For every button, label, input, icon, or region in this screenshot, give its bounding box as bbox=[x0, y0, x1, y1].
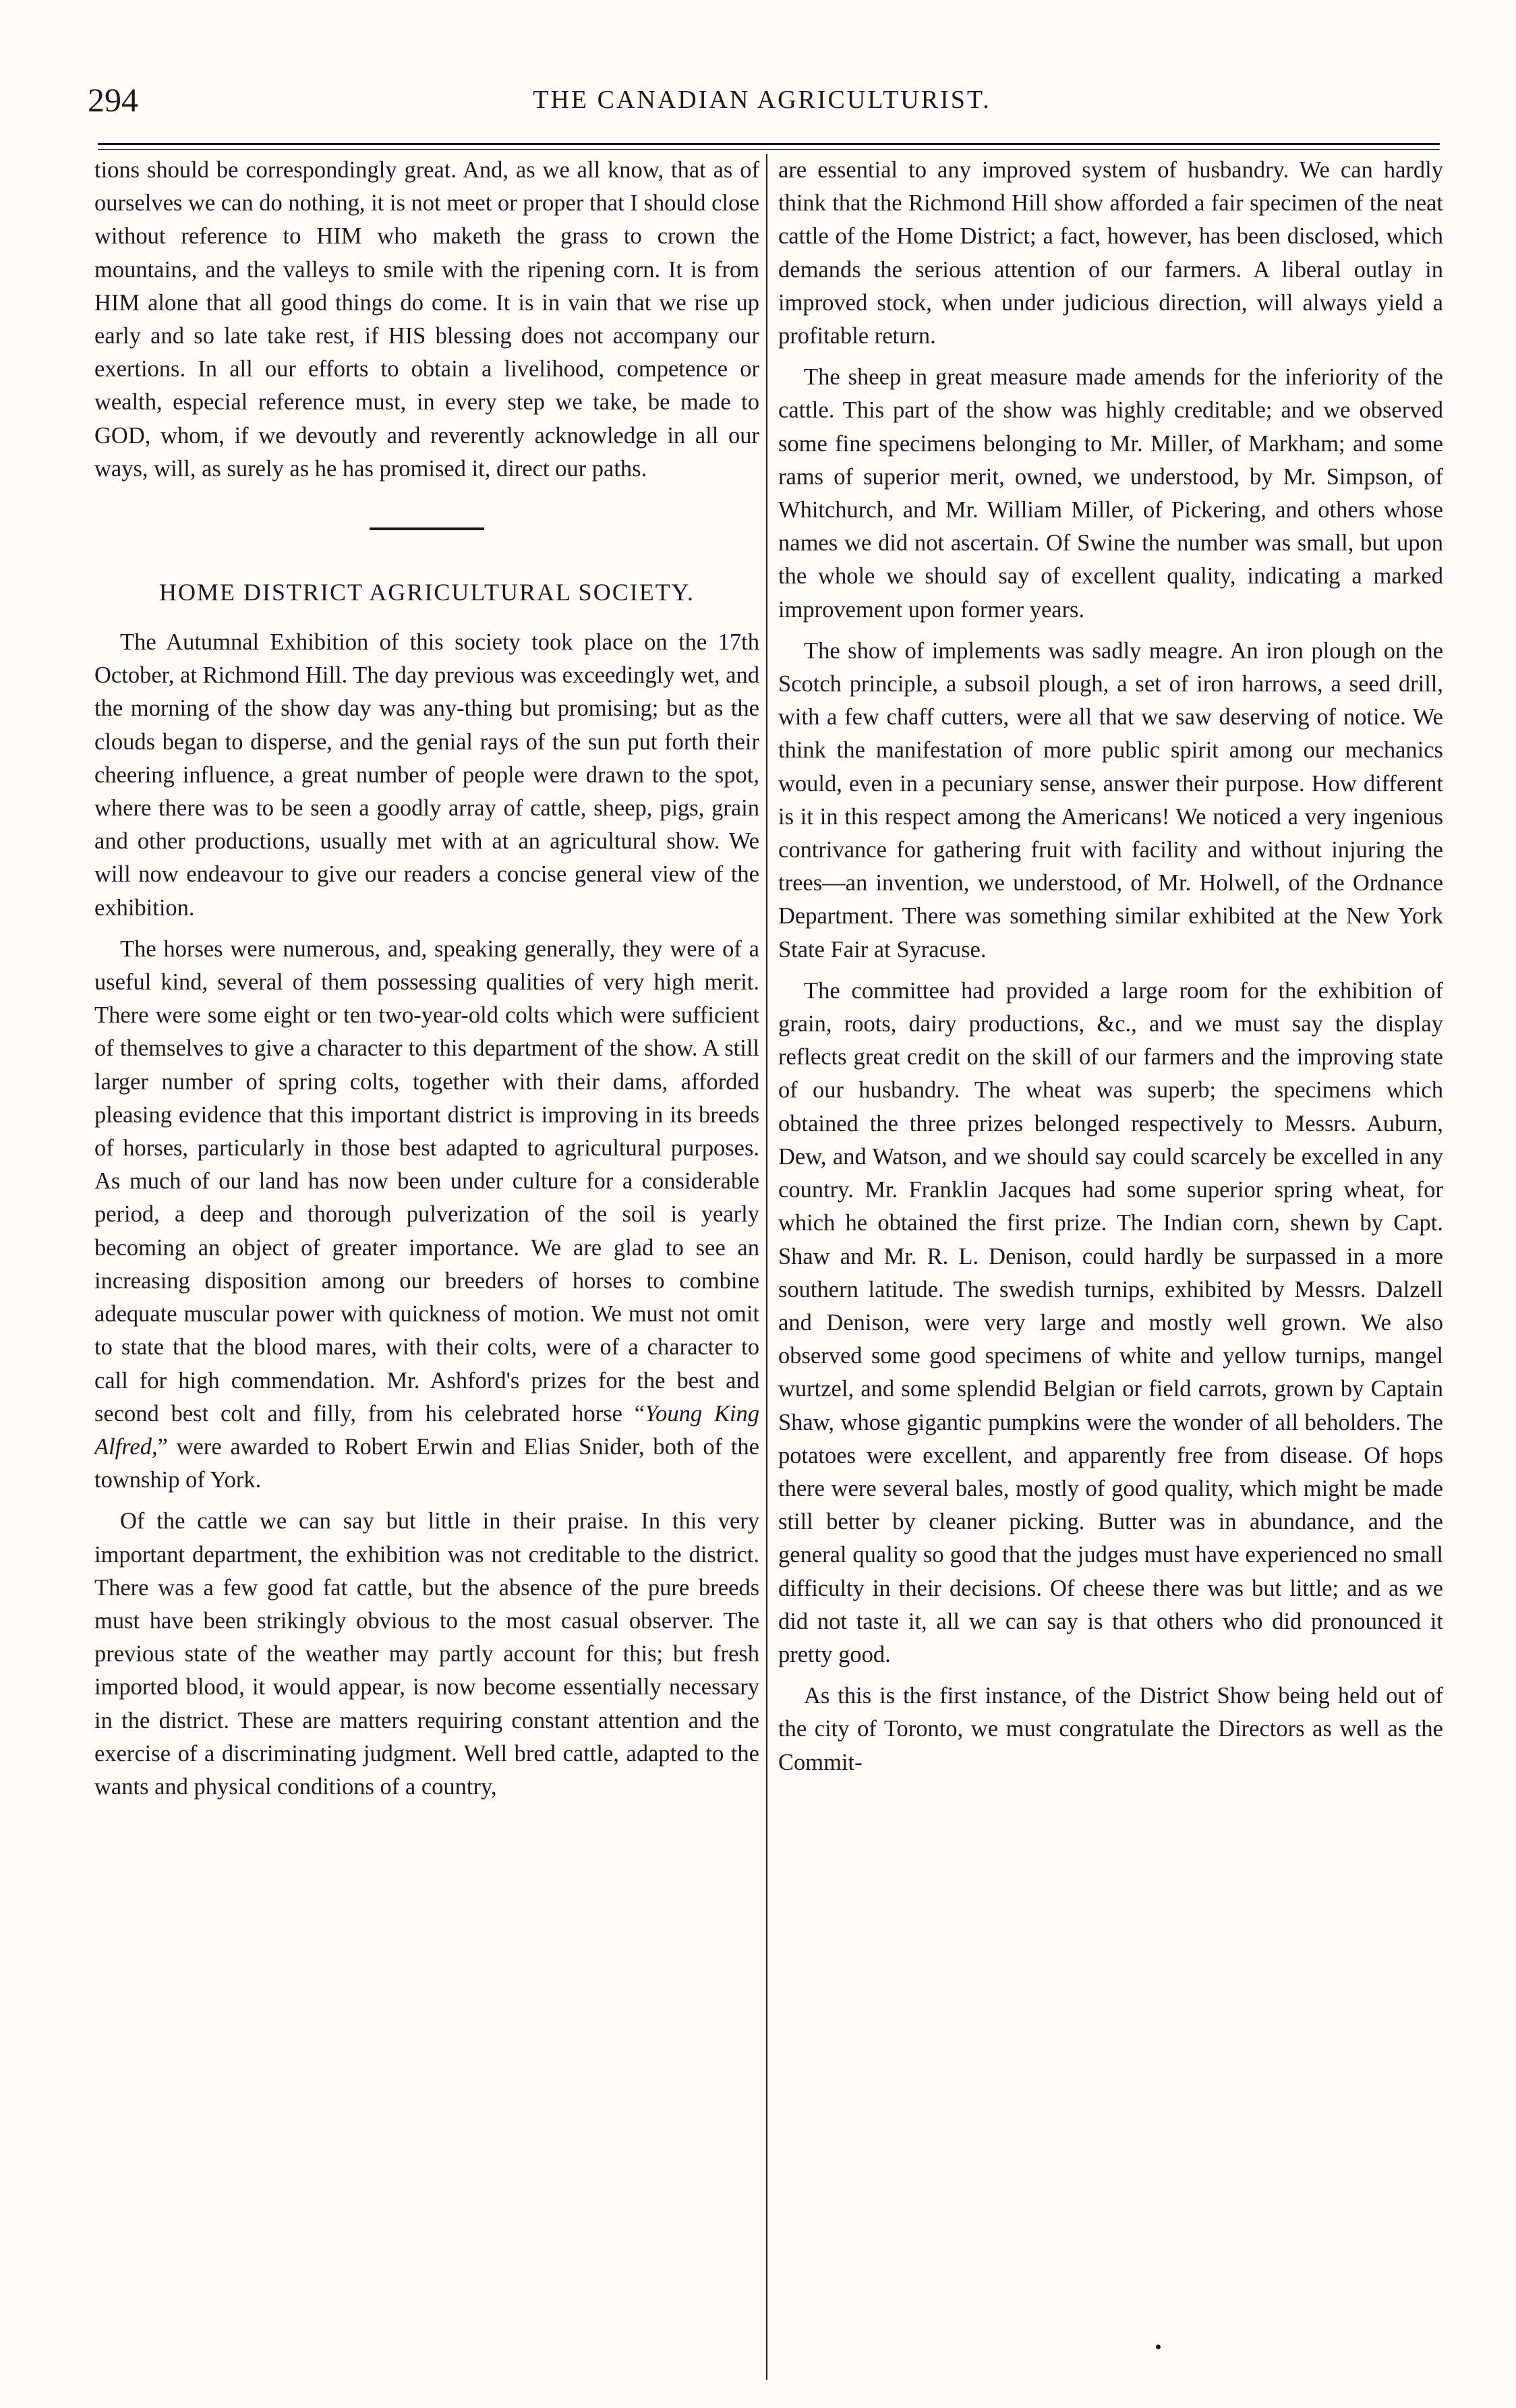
paragraph-grain: The committee had provided a large room for the exhibition of grain, roots, dairy productions, &c., and we must say the display reflects great credit on the skill of our farmers and the improving state of our husbandry. The wheat was superb; the specimens which obtained the three prizes belonged respectively to Messrs. Auburn, Dew, and Watson, and we should say could scarcely be excelled in any country. Mr. Franklin Jacques had some superior spring wheat, for which he obtained the first prize. The Indian corn, shewn by Capt. Shaw and Mr. R. L. Denison, could hardly be surpassed in a more southern latitude. The swedish turnips, exhibited by Messrs. Dalzell and Denison, were very large and mostly well grown. We also observed some good specimens of white and yellow turnips, mangel wurtzel, and some splendid Belgian or field carrots, grown by Captain Shaw, whose gigantic pumpkins were the wonder of all beholders. The potatoes were excellent, and apparently free from disease. Of hops there were several bales, mostly of good quality, which might be made still better by cleaner picking. Butter was in abundance, and the general quality so good that the judges must have experienced no small difficulty in their decisions. Of cheese there was but little; and as we did not taste it, all we can say is that others who did pronounced it pretty good. bbox=[778, 977, 1443, 1667]
section-title: HOME DISTRICT AGRICULTURAL SOCIETY. bbox=[158, 579, 695, 606]
paragraph-cattle-continued: are essential to any improved system of husbandry. We can hardly think that the Richmond Hill show afforded a fair specimen of the neat cattle of the Home District; a fact, however, has been disclosed, which demands the serious attention of our farmers. A liberal outlay in improved stock, when under judicious direction, will always yield a profitable return. bbox=[778, 157, 1443, 349]
paragraph-implements: The show of implements was sadly meagre. An iron plough on the Scotch principle, a subsoil plough, a set of iron harrows, a seed drill, with a few chaff cutters, were all that we saw deserving of notice. We think the manifestation of more public spirit among our mechanics would, even in a pecuniary sense, answer their purpose. How different is it in this respect among the Americans! We noticed a very ingenious contrivance for gathering fruit with facility and without injuring the trees—an invention, we understood, of Mr. Holwell, of the Ordnance Department. There was something similar exhibited at the New York State Fair at Syracuse. bbox=[778, 637, 1443, 963]
right-column bbox=[778, 154, 1443, 2380]
running-title: THE CANADIAN AGRICULTURIST. bbox=[533, 86, 991, 114]
header-rule bbox=[98, 143, 1440, 145]
horse-name: Young King Alfred, bbox=[94, 1400, 759, 1460]
paragraph-intro: tions should be correspondingly great. And, as we all know, that as of ourselves we can do nothing, it is not meet or proper that I should close without reference to HIM who maketh the grass to crown the mountains, and the valleys to smile with the ripening corn. It is from HIM alone that all good things do come. It is in vain that we rise up early and so late take rest, if HIS blessing does not accompany our exertions. In all our efforts to obtain a livelihood, competence or wealth, especial reference must, in every step we take, be made to GOD, whom, if we devoutly and reverently acknowledge in all our ways, will, as surely as he has promised it, direct our paths. bbox=[94, 157, 759, 482]
column-divider bbox=[766, 154, 767, 2380]
paragraph-closing: As this is the first instance, of the District Show being held out of the city of Toronto, we must congratulate the Directors as well as the Commit- bbox=[778, 1683, 1443, 1775]
page-header bbox=[88, 73, 1436, 131]
section-divider bbox=[370, 527, 484, 530]
print-speck bbox=[1156, 2345, 1161, 2349]
header-rule-thin bbox=[98, 149, 1440, 150]
paragraph-sheep: The sheep in great measure made amends for the inferiority of the cattle. This part of the show was highly creditable; and we observed some fine specimens belonging to Mr. Miller, of Markham; and some rams of superior merit, owned, we understood, by Mr. Simpson, of Whitchurch, and Mr. William Miller, of Pickering, and others whose names we did not ascertain. Of Swine the number was small, but upon the whole we should say of excellent quality, indicating a marked improvement upon former years. bbox=[778, 364, 1443, 623]
paragraph-exhibition: The Autumnal Exhibition of this society took place on the 17th October, at Richmond Hill. The day previous was exceedingly wet, and the morning of the show day was any-thing but promising; but as the clouds began to disperse, and the genial rays of the sun put forth their cheering influence, a great number of people were drawn to the spot, where there was to be seen a goodly array of cattle, sheep, pigs, grain and other productions, usually met with at an agricultural show. We will now endeavour to give our readers a concise general view of the exhibition. bbox=[94, 629, 759, 921]
paragraph-horses-end: ” were awarded to Robert Erwin and Elias Snider, both of the township of York. bbox=[94, 1433, 759, 1493]
paragraph-cattle: Of the cattle we can say but little in their praise. In this very important department, the exhibition was not creditable to the district. There was a few good fat cattle, but the absence of the pure breeds must have been strikingly obvious to the most casual observer. The previous state of the weather may partly account for this; but fresh imported blood, it would appear, is now become essentially necessary in the district. These are matters requiring constant attention and the exercise of a discriminating judgment. Well bred cattle, adapted to the wants and physical conditions of a country, bbox=[94, 1508, 759, 1800]
page-number: 294 bbox=[88, 81, 138, 119]
paragraph-horses bbox=[94, 933, 759, 1497]
paragraph-horses-text: The horses were numerous, and, speaking generally, they were of a useful kind, several of them possessing qualities of very high merit. There were some eight or ten two-year-old colts which were sufficient of themselves to give a character to this department of the show. A still larger number of spring colts, together with their dams, afforded pleasing evidence that this important district is improving in its breeds of horses, particularly in those best adapted to agricultural purposes. As much of our land has now been under culture for a considerable period, a deep and thorough pulverization of the soil is yearly becoming an object of greater importance. We are glad to see an increasing disposition among our breeders of horses to combine adequate muscular power with quickness of motion. We must not omit to state that the blood mares, with their colts, were of a character to call for high commendation. Mr. Ashford's prizes for the best and second best colt and filly, from his celebrated horse “ bbox=[94, 936, 759, 1427]
left-column bbox=[94, 154, 759, 2380]
